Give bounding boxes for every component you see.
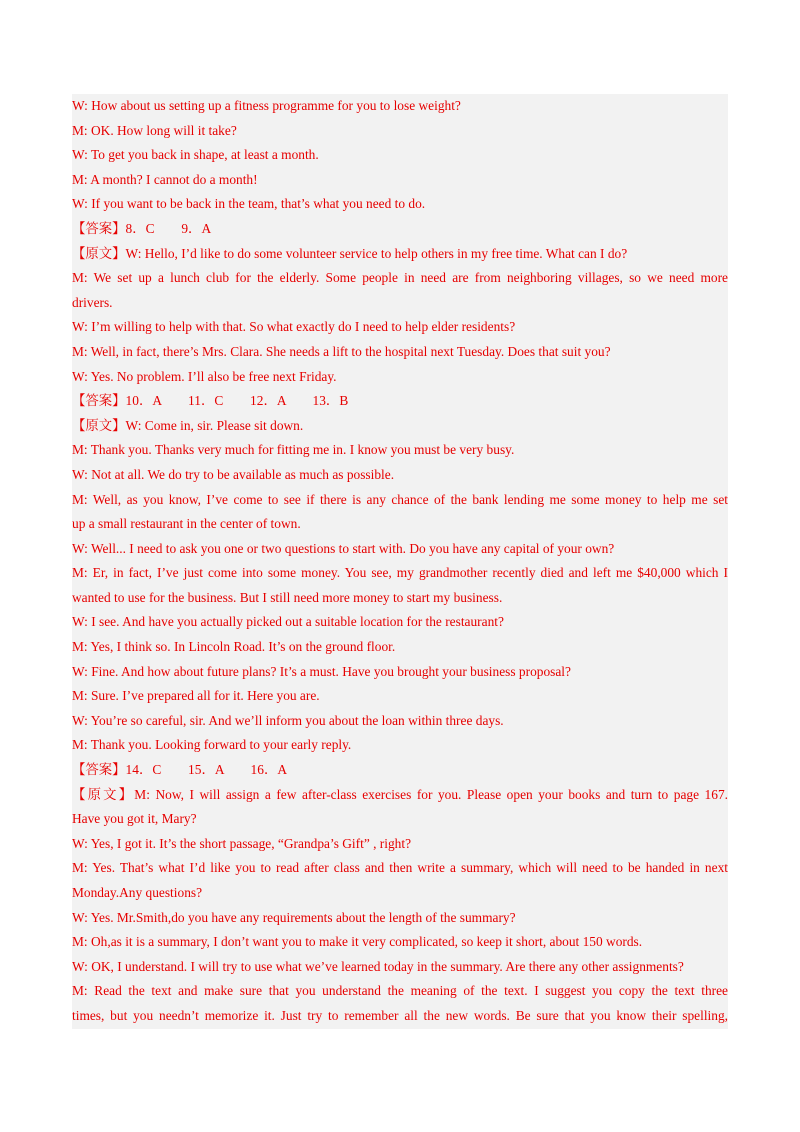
transcript-line: W: I’m willing to help with that. So what exactly do I need to help elder residents?	[72, 319, 516, 335]
source-text-line: 【原文】M: Now, I will assign a few after-class exercises for you. Please open your books and turn to page 167.	[72, 786, 728, 802]
transcript-line: drivers.	[72, 294, 113, 310]
transcript-line: M: Thank you. Looking forward to your early reply.	[72, 737, 352, 753]
transcript-line: M: Yes. That’s what I’d like you to read after class and then write a summary, which will need to be handed in next	[72, 860, 728, 876]
transcript-line: M: Yes, I think so. In Lincoln Road. It’s on the ground floor.	[72, 639, 396, 655]
transcript-line: W: Yes, I got it. It’s the short passage, “Grandpa’s Gift” , right?	[72, 835, 412, 851]
transcript-line: up a small restaurant in the center of town.	[72, 516, 301, 532]
answer-line: 【答案】8．C 9．A	[72, 220, 212, 236]
transcript-line: W: Yes. No problem. I’ll also be free next Friday.	[72, 368, 337, 384]
source-text-line: 【原文】W: Come in, sir. Please sit down.	[72, 417, 304, 433]
transcript-line: M: OK. How long will it take?	[72, 122, 237, 138]
transcript-line: W: How about us setting up a fitness programme for you to lose weight?	[72, 98, 461, 113]
transcript-line: M: We set up a lunch club for the elderly. Some people in need are from neighboring villages, so we need more	[72, 270, 728, 286]
transcript-block	[72, 94, 728, 1029]
source-text-line: 【原文】W: Hello, I’d like to do some volunteer service to help others in my free time. What can I do?	[72, 245, 628, 261]
answer-line: 【答案】10．A 11．C 12．A 13．B	[72, 393, 349, 409]
transcript-line: W: OK, I understand. I will try to use what we’ve learned today in the summary. Are there any other assignments?	[72, 958, 684, 974]
transcript-line: W: Yes. Mr.Smith,do you have any requirements about the length of the summary?	[72, 909, 516, 925]
transcript-line: Have you got it, Mary?	[72, 811, 197, 827]
transcript-line: W: Well... I need to ask you one or two questions to start with. Do you have any capital of your own?	[72, 540, 615, 556]
transcript-line: W: If you want to be back in the team, that’s what you need to do.	[72, 196, 426, 212]
transcript-line: W: I see. And have you actually picked out a suitable location for the restaurant?	[72, 614, 504, 630]
transcript-line: M: Read the text and make sure that you understand the meaning of the text. I suggest you copy the text three	[72, 983, 728, 999]
transcript-line: M: Well, in fact, there’s Mrs. Clara. She needs a lift to the hospital next Tuesday. Does that suit you?	[72, 343, 611, 359]
transcript-line: W: To get you back in shape, at least a month.	[72, 147, 319, 163]
transcript-line: W: Not at all. We do try to be available as much as possible.	[72, 466, 395, 482]
transcript-line: Monday.Any questions?	[72, 885, 203, 900]
transcript-line: M: Thank you. Thanks very much for fitting me in. I know you must be very busy.	[72, 442, 515, 458]
transcript-line: M: Well, as you know, I’ve come to see if there is any chance of the bank lending me some money to help me set	[72, 491, 728, 507]
transcript-line: W: You’re so careful, sir. And we’ll inform you about the loan within three days.	[72, 712, 504, 728]
transcript-line: M: A month? I cannot do a month!	[72, 171, 258, 187]
transcript-line: times, but you needn’t memorize it. Just try to remember all the new words. Be sure that you know their spelling,	[72, 1007, 728, 1023]
transcript-line: M: Sure. I’ve prepared all for it. Here you are.	[72, 688, 320, 704]
transcript-line: W: Fine. And how about future plans? It’s a must. Have you brought your business proposal?	[72, 663, 571, 679]
transcript-line: M: Oh,as it is a summary, I don’t want you to make it very complicated, so keep it short, about 150 words.	[72, 934, 643, 950]
transcript-line: M: Er, in fact, I’ve just come into some money. You see, my grandmother recently died and left me $40,000 which I	[72, 565, 728, 581]
answer-line: 【答案】14．C 15．A 16．A	[72, 762, 288, 778]
transcript-line: wanted to use for the business. But I still need more money to start my business.	[72, 589, 503, 605]
